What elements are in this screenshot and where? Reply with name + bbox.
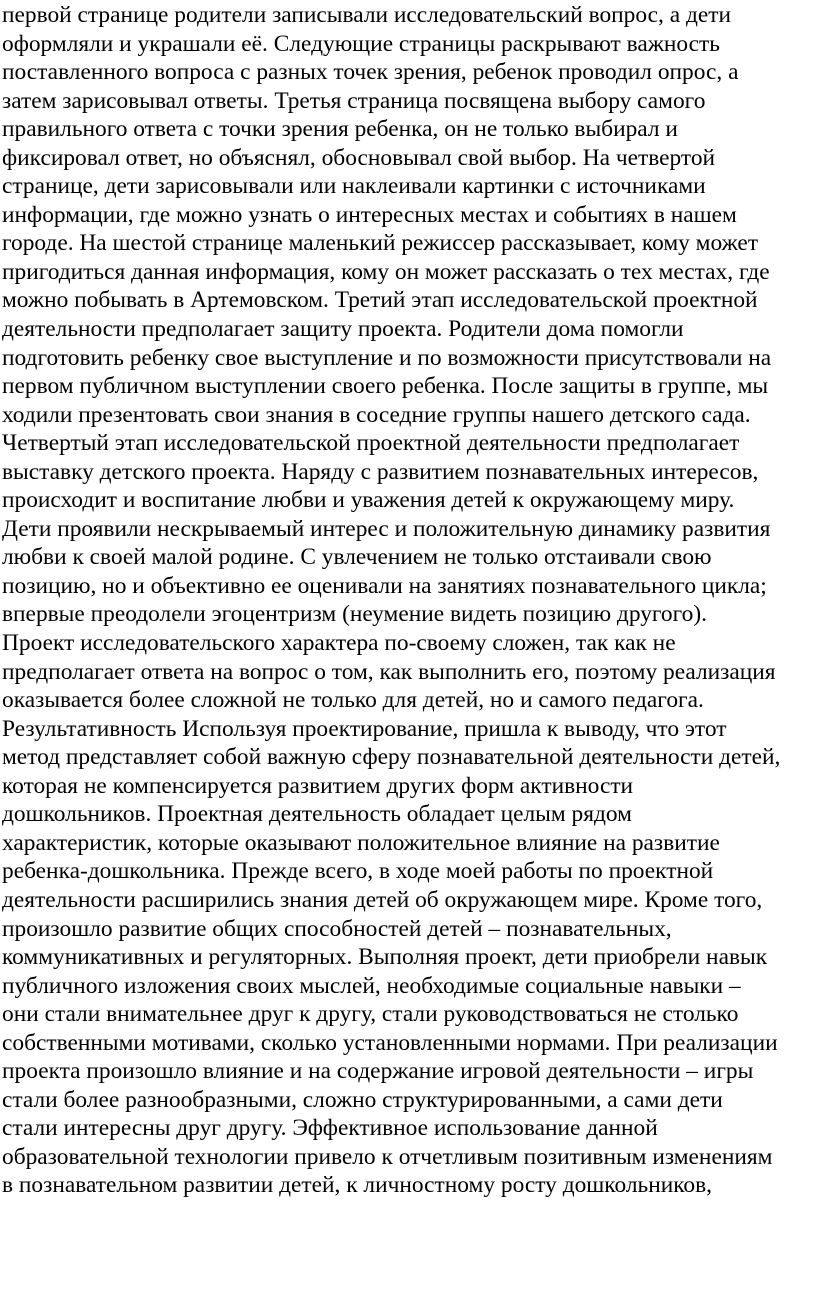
text-line: они стали внимательнее друг к другу, стали руководствоваться не столько — [2, 1001, 739, 1028]
text-line: коммуникативных и регуляторных. Выполняя проект, дети приобрели навык — [2, 944, 768, 971]
text-line: предполагает ответа на вопрос о том, как выполнить его, поэтому реализация — [2, 658, 776, 685]
text-line: в познавательном развитии детей, к личностному росту дошкольников, — [2, 1172, 712, 1199]
text-line: Результативность Используя проектирование, пришла к выводу, что этот — [2, 715, 727, 742]
text-line: публичного изложения своих мыслей, необходимые социальные навыки – — [2, 972, 741, 999]
text-line: странице, дети зарисовывали или наклеивали картинки с источниками — [2, 173, 706, 200]
text-line: информации, где можно узнать о интересных местах и событиях в нашем — [2, 201, 737, 228]
text-line: метод представляет собой важную сферу познавательной деятельности детей, — [2, 744, 781, 771]
text-line: затем зарисовывал ответы. Третья страница посвящена выбору самого — [2, 87, 706, 114]
text-line: ребенка-дошкольника. Прежде всего, в ходе моей работы по проектной — [2, 858, 714, 885]
text-line: ходили презентовать свои знания в соседние группы нашего детского сада. — [2, 401, 751, 428]
text-line: подготовить ребенку свое выступление и по возможности присутствовали на — [2, 344, 772, 371]
text-line: которая не компенсируется развитием других форм активности — [2, 772, 634, 799]
text-line: правильного ответа с точки зрения ребенка, он не только выбирал и — [2, 116, 678, 143]
text-line: Дети проявили нескрываемый интерес и положительную динамику развития — [2, 515, 771, 542]
text-line: деятельности расширились знания детей об окружающем мире. Кроме того, — [2, 886, 763, 913]
text-line: первом публичном выступлении своего ребенка. После защиты в группе, мы — [2, 373, 769, 400]
text-line: можно побывать в Артемовском. Третий этап исследовательской проектной — [2, 287, 758, 314]
text-line: проекта произошло влияние и на содержание игровой деятельности – игры — [2, 1058, 754, 1085]
text-line: впервые преодолели эгоцентризм (неумение видеть позицию другого). — [2, 601, 707, 628]
text-line: дошкольников. Проектная деятельность обладает целым рядом — [2, 801, 632, 828]
text-line: собственными мотивами, сколько установленными нормами. При реализации — [2, 1029, 778, 1056]
text-line: деятельности предполагает защиту проекта. Родители дома помогли — [2, 316, 684, 343]
text-line: образовательной технологии привело к отчетливым позитивным изменениям — [2, 1143, 773, 1170]
text-line: оформляли и украшали её. Следующие страницы раскрывают важность — [2, 30, 720, 57]
body-text — [2, 1, 814, 1200]
text-line: первой странице родители записывали исследовательский вопрос, а дети — [2, 2, 731, 28]
text-line: фиксировал ответ, но объяснял, обосновывал свой выбор. На четвертой — [2, 144, 716, 171]
text-line: оказывается более сложной не только для детей, но и самого педагога. — [2, 687, 704, 714]
text-line: стали интересны друг другу. Эффективное использование данной — [2, 1115, 658, 1142]
text-line: позицию, но и объективно ее оценивали на занятиях познавательного цикла; — [2, 572, 767, 599]
text-line: поставленного вопроса с разных точек зрения, ребенок проводил опрос, а — [2, 59, 739, 86]
text-line: характеристик, которые оказывают положительное влияние на развитие — [2, 829, 720, 856]
text-line: Четвертый этап исследовательской проектной деятельности предполагает — [2, 430, 740, 457]
text-line: пригодиться данная информация, кому он может рассказать о тех местах, где — [2, 258, 770, 285]
text-line: Проект исследовательского характера по-своему сложен, так как не — [2, 630, 676, 657]
text-line: городе. На шестой странице маленький режиссер рассказывает, кому может — [2, 230, 759, 257]
text-line: стали более разнообразными, сложно структурированными, а сами дети — [2, 1086, 723, 1113]
text-line: происходит и воспитание любви и уважения детей к окружающему миру. — [2, 487, 735, 514]
text-line: произошло развитие общих способностей детей – познавательных, — [2, 915, 672, 942]
text-line: любви к своей малой родине. С увлечением не только отстаивали свою — [2, 544, 712, 571]
text-line: выставку детского проекта. Наряду с развитием познавательных интересов, — [2, 458, 759, 485]
